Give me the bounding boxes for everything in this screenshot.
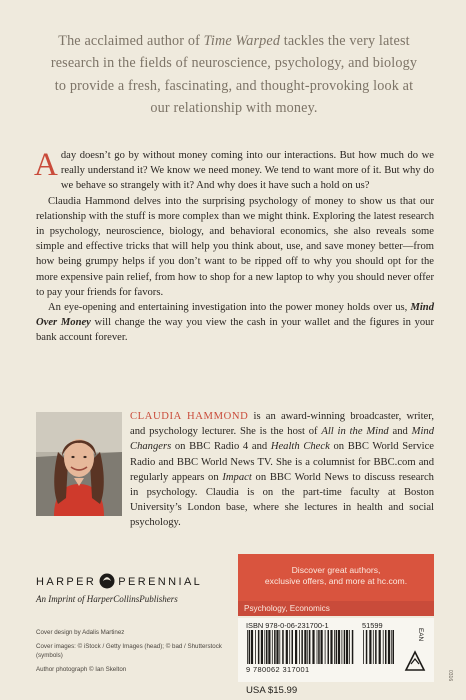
drop-cap: A (34, 147, 58, 183)
barcode-bar (383, 630, 384, 664)
publisher-logo-left: HARPER (36, 576, 97, 588)
barcode-bar (391, 630, 392, 664)
bio-text: on BBC World News to discuss research in psychology. Claudia is on the part-time faculty at Boston University’s London base, where she lectures in health and social psychology. (130, 471, 434, 529)
promo-line-1: Discover great authors, (291, 565, 381, 575)
barcode-bar (352, 630, 354, 664)
barcode-bar (349, 630, 350, 664)
barcode-bar (295, 630, 297, 664)
imprint-text: An Imprint of (36, 594, 87, 604)
ean-label: EAN (417, 628, 424, 642)
barcode-bar (338, 630, 340, 664)
barcode-bar (336, 630, 338, 664)
credit-photo: Author photograph © Ian Skelton (36, 666, 127, 673)
barcode-bar (342, 630, 343, 664)
tagline (44, 30, 424, 120)
barcode-bar (268, 630, 270, 664)
barcode-bar (334, 630, 335, 664)
isbn-barcode (246, 630, 356, 666)
barcode-bar (247, 630, 248, 664)
author-photo (36, 412, 122, 516)
barcode-bar (373, 630, 374, 664)
barcode-bar (258, 630, 260, 664)
blurb-paragraph-1 (36, 148, 434, 194)
barcode-bar (388, 630, 390, 664)
bio-text: and (388, 426, 412, 438)
blurb-p1-text: day doesn’t go by without money coming into our interactions. But how much do we really understand it? We know we need money. We tend to want more of it. But why do we behave so strangely with it? And why does it have such a hold on us? (60, 150, 434, 192)
barcode-bar (289, 630, 290, 664)
barcode-bar (301, 630, 303, 664)
tagline-book-title: Time Warped (203, 33, 281, 49)
barcode-digits: 9 780062 317001 (246, 665, 310, 674)
blurb-book-title: Mind Over Money (36, 302, 434, 329)
credit-images: Cover images: © iStock / Getty Images (head); © bad / Shutterstock (symbols) (36, 643, 222, 659)
author-portrait-illustration (36, 412, 122, 516)
barcode-bar (309, 630, 311, 664)
promo-line-2: exclusive offers, and more at hc.com. (264, 576, 408, 586)
barcode-bar (266, 630, 268, 664)
publisher-logo (36, 574, 202, 590)
author-name: CLAUDIA HAMMOND (130, 411, 249, 422)
barcode-bar (304, 630, 306, 664)
barcode-bar (325, 630, 326, 664)
barcode-bar (330, 630, 332, 664)
blurb (36, 148, 434, 346)
barcode-bar (379, 630, 381, 664)
barcode-bar (344, 630, 346, 664)
barcode-bar (312, 630, 314, 664)
bio-text: on BBC Radio 4 and (171, 441, 271, 453)
show-impact: Impact (222, 471, 252, 483)
bio-text: is an award-winning broadcaster, writer, and psychology lecturer. She is the host of (130, 411, 434, 438)
barcode-bar (282, 630, 284, 664)
barcode-bar (249, 630, 251, 664)
show-mind-changers: Mind Changers (130, 426, 435, 453)
barcode-bar (321, 630, 323, 664)
show-all-in-the-mind: All in the Mind (321, 426, 389, 438)
barcode-bar (279, 630, 280, 664)
barcode-bar (346, 630, 348, 664)
barcode-bar (366, 630, 368, 664)
show-health-check: Health Check (270, 441, 330, 453)
tagline-text-end: tackles the very latest research in the fields of neuroscience, psychology, and biology to provide a fresh, fascinating, and thought-provoking look at our relationship with money. (50, 33, 418, 117)
barcode-bar (264, 630, 265, 664)
author-bio (130, 409, 434, 531)
price-code: 51599 (362, 621, 383, 630)
barcode-bar (363, 630, 364, 664)
isbn: ISBN 978-0-06-231700-1 (246, 621, 329, 630)
blurb-paragraph-2: Claudia Hammond delves into the surprising psychology of money to show us that our relationship with the stuff is more complex than we might think. Exploring the latest research in psychology, neuroscience, biology, and behavioral economics, she also reveals some simple and effective tricks that will help you think about, use, and save money better—from how being grumpy helps if you don’t want to be ripped off to why you should opt for the more expensive pain relief, from how to shop for a new laptop to why you should never offer to pay your friends for favors. (36, 195, 434, 298)
imprint-line (36, 594, 178, 604)
credit-design: Cover design by Adalis Martinez (36, 629, 125, 636)
price-barcode (362, 630, 398, 666)
category-label: Psychology, Economics (238, 601, 434, 616)
barcode-bar (328, 630, 330, 664)
blurb-paragraph-3 (36, 300, 434, 346)
barcode-bar (261, 630, 263, 664)
imprint-name: HarperCollinsPublishers (86, 594, 178, 604)
blurb-p3-text-end: will change the way you view the cash in your wallet and the figures in your bank account forever. (36, 317, 434, 344)
barcode-bar (375, 630, 377, 664)
cover-credits (36, 628, 226, 674)
barcode-bar (385, 630, 387, 664)
barcode-bar (274, 630, 276, 664)
barcode-bar (286, 630, 288, 664)
barcode-bar (251, 630, 253, 664)
price: USA $15.99 (246, 685, 298, 696)
barcode-bar (292, 630, 294, 664)
barcode-bar (318, 630, 320, 664)
barcode-bar (299, 630, 300, 664)
blurb-p3-text: An eye-opening and entertaining investigation into the power money holds over us, (48, 302, 411, 314)
promo-box (238, 554, 434, 601)
barcode-bar (307, 630, 308, 664)
bio-text: on BBC World Service Radio and BBC World News TV. She is a columnist for BBC.com and regularly appears on (130, 441, 434, 483)
tagline-text: The acclaimed author of (58, 33, 204, 49)
barcode-bar (369, 630, 371, 664)
barcode-bar (272, 630, 273, 664)
barcode-bar (393, 630, 395, 664)
barcode-bar (255, 630, 256, 664)
spine-code: 0316 (447, 670, 453, 682)
harper-perennial-icon (99, 573, 115, 592)
barcode-bar (317, 630, 318, 664)
publisher-logo-right: PERENNIAL (118, 576, 203, 588)
barcode-bar (276, 630, 278, 664)
harpercollins-icon (404, 650, 426, 672)
